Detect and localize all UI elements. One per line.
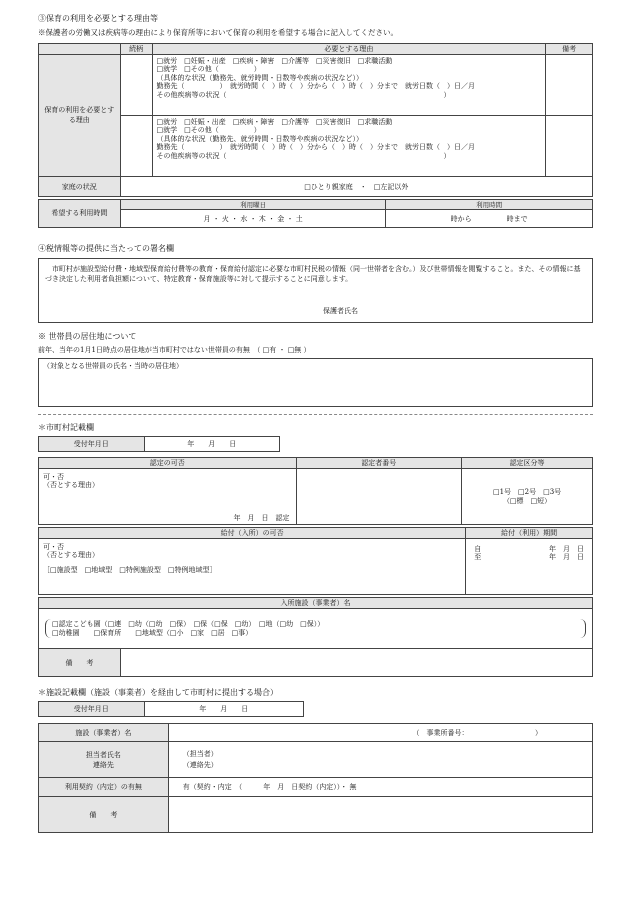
period-to-label: 至 — [474, 553, 482, 562]
reason-line: □就学 □その他（ ） — [156, 126, 261, 135]
fac-name-cell[interactable] — [168, 724, 592, 742]
approval-reason-label: （否とする理由） — [43, 481, 99, 490]
residence-box-label: （対象となる世帯員の氏名・当時の居住地） — [43, 362, 183, 370]
approval-cell[interactable] — [39, 469, 297, 525]
approval-number-cell[interactable] — [296, 469, 462, 525]
city-receipt-value[interactable]: 年 月 日 — [144, 437, 279, 452]
residence-question[interactable]: 前年、当年の1月1日時点の居住地が当市町村ではない世帯員の有無 （ □有 ・ □無 ） — [38, 346, 311, 354]
reason-line: （具体的な状況（勤務先、就労時間・日数等や疾病の状況など）） — [156, 134, 364, 143]
residence-box[interactable] — [38, 358, 593, 407]
category-duration: （□標 □短） — [502, 496, 552, 505]
facility-options-line2: □幼稚園 □保育所 □地域型（□小 □家 □居 □事） — [52, 628, 253, 637]
period-cell[interactable] — [466, 539, 593, 595]
approval-number-header: 認定者番号 — [296, 458, 462, 469]
benefit-header: 給付（入所）の可否 — [39, 528, 466, 539]
family-label: 家庭の状況 — [39, 177, 121, 197]
facility-section-title: ＊施設記載欄（施設（事業者）を経由して市町村に提出する場合） — [38, 688, 278, 697]
fac-receipt-table — [38, 701, 304, 717]
benefit-reason-label: （否とする理由） — [43, 551, 99, 560]
family-options[interactable]: □ひとり親家庭 ・ □左記以外 — [120, 177, 592, 197]
relation-cell-1[interactable] — [120, 55, 152, 116]
approval-date: 年 月 日 認定 — [233, 513, 290, 522]
city-receipt-table — [38, 436, 280, 452]
period-from-label: 自 — [474, 545, 482, 553]
city-remarks-cell[interactable] — [120, 649, 592, 677]
reason-line: 勤務先（ ） 就労時間（ ）時（ ）分から（ ）時（ ）分まで 就労日数（ ）日／月 — [156, 143, 476, 152]
reason-line: □就労 □妊娠・出産 □疾病・障害 □介護等 □災害復旧 □求職活動 — [156, 57, 393, 65]
reason-line: その他疾病等の状況（ ） — [156, 151, 451, 160]
reason-line: その他疾病等の状況（ ） — [156, 90, 451, 99]
category-cell[interactable] — [462, 469, 593, 525]
city-facility-table — [38, 597, 593, 677]
reason-row-label: 保育の利用を必要とする理由 — [39, 55, 121, 177]
city-approval-table — [38, 457, 593, 525]
want-time-label: 希望する利用時間 — [39, 200, 121, 228]
approval-ok-no: 可・否 — [43, 473, 64, 481]
residence-title: ※ 世帯員の居住地について — [38, 332, 137, 341]
person-name-value: （担当者） — [182, 749, 218, 758]
note-cell-1[interactable] — [546, 55, 593, 116]
time-table — [38, 199, 593, 228]
reason-header: 必要とする理由 — [152, 44, 546, 55]
days-options[interactable]: 月 ・ 火 ・ 水 ・ 木 ・ 金 ・ 土 — [120, 210, 385, 228]
reason-cell-2[interactable] — [152, 116, 546, 177]
day-header: 利用曜日 — [120, 200, 385, 210]
city-remarks-label: 備 考 — [39, 649, 121, 677]
fac-receipt-label: 受付年月日 — [39, 702, 145, 717]
signature-box — [38, 258, 593, 323]
contact-value: （連絡先） — [182, 761, 218, 769]
approval-header: 認定の可否 — [39, 458, 297, 469]
reason-line: □就労 □妊娠・出産 □疾病・障害 □介護等 □災害復旧 □求職活動 — [156, 118, 393, 126]
fac-name-label: 施設（事業者）名 — [39, 724, 169, 742]
facility-cell[interactable] — [39, 609, 593, 649]
cut-line — [38, 414, 593, 415]
person-name-label: 担当者氏名 — [85, 750, 121, 759]
note-cell-2[interactable] — [546, 116, 593, 177]
reason-cell-1[interactable] — [152, 55, 546, 116]
time-header: 利用時間 — [386, 200, 593, 210]
category-options: □1号 □2号 □3号 — [492, 488, 562, 497]
approval-category-header: 認定区分等 — [462, 458, 593, 469]
section4-title: ④税情報等の提供に当たっての署名欄 — [38, 244, 174, 253]
facility-options-line1: □認定こども園（□連 □幼（□幼 □保） □保（□保 □幼） □地（□幼 □保）） — [52, 620, 325, 629]
benefit-ok-no: 可・否 — [43, 543, 64, 551]
fac-remarks-cell[interactable] — [168, 797, 592, 833]
period-to-date: 年 月 日 — [549, 553, 584, 562]
reason-table — [38, 43, 593, 197]
section3-note: ※保護者の労働又は疾病等の理由により保育所等において保育の利用を希望する場合に記入してください。 — [38, 28, 398, 37]
period-from-date: 年 月 日 — [549, 545, 584, 553]
office-number: （ 事業所番号： ） — [412, 728, 542, 737]
fac-remarks-label: 備 考 — [39, 797, 169, 833]
facility-header: 入所施設（事業者）名 — [39, 598, 593, 609]
time-value[interactable]: 時から 時まで — [386, 210, 593, 228]
reason-line: 勤務先（ ） 就労時間（ ）時（ ）分から（ ）時（ ）分まで 就労日数（ ）日／月 — [156, 82, 476, 91]
section3-title: ③保育の利用を必要とする理由等 — [38, 14, 158, 23]
contract-value[interactable]: 有（契約・内定 （ 年 月 日契約（内定））・ 無 — [168, 778, 592, 797]
contact-label: 連絡先 — [92, 760, 114, 769]
reason-line: □就学 □その他（ ） — [156, 65, 261, 74]
benefit-cell[interactable] — [39, 539, 466, 595]
facility-types: ［□施設型 □地域型 □特例施設型 □特例地域型］ — [43, 565, 217, 574]
note-header: 備考 — [546, 44, 593, 55]
relation-header: 続柄 — [120, 44, 152, 55]
city-benefit-table — [38, 527, 593, 595]
relation-cell-2[interactable] — [120, 116, 152, 177]
period-header: 給付（利用）期間 — [466, 528, 593, 539]
person-value-cell[interactable] — [168, 742, 592, 778]
fac-info-table — [38, 723, 593, 833]
contract-label: 利用契約（内定）の有無 — [39, 778, 169, 797]
consent-text: 市町村が施設型給付費・地域型保育給付費等の教育・保育給付認定に必要な市町村民税の情報（同一世帯者を含む。）及び世帯情報を閲覧すること。また、その情報に基づき決定した利用者負担額について、特定教育・保育施設等に対して提示することに同意します。 — [45, 265, 581, 284]
guardian-name-label: 保護者氏名 — [323, 307, 358, 315]
fac-receipt-value[interactable]: 年 月 日 — [144, 702, 303, 717]
reason-line: （具体的な状況（勤務先、就労時間・日数等や疾病の状況など）） — [156, 73, 364, 82]
person-label-cell — [39, 742, 169, 778]
city-receipt-label: 受付年月日 — [39, 437, 145, 452]
city-section-title: ＊市町村記載欄 — [38, 423, 94, 432]
